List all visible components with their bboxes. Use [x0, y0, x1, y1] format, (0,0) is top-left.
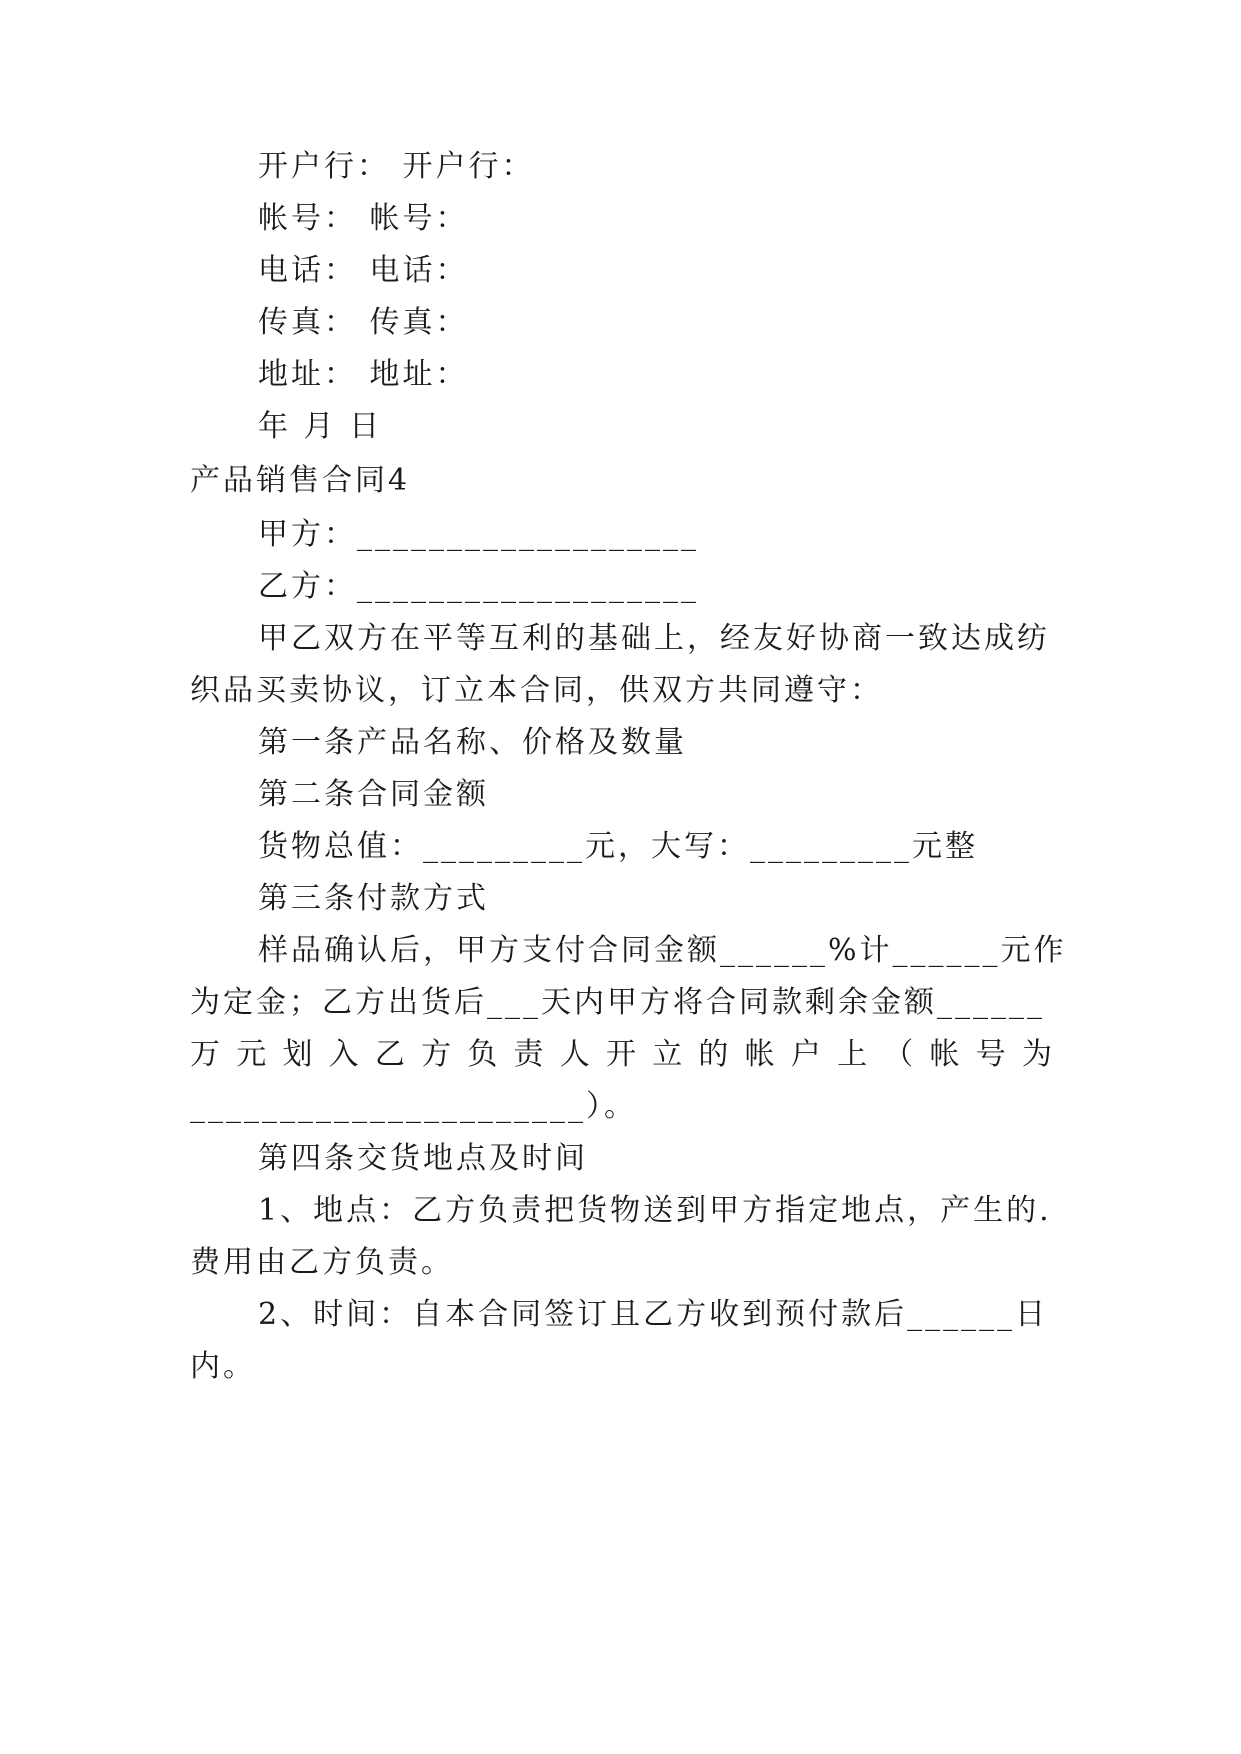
article-3-heading: 第三条付款方式 — [258, 881, 489, 916]
article-1-heading: 第一条产品名称、价格及数量 — [258, 725, 687, 760]
intro-paragraph-line-1: 甲乙双方在平等互利的基础上，经友好协商一致达成纺 — [258, 621, 1050, 656]
total-value-line: 货物总值：_________元，大写：_________元整 — [258, 829, 978, 864]
party-a-line: 甲方：___________________ — [258, 517, 699, 552]
payment-line-1: 样品确认后，甲方支付合同金额______%计______元作 — [258, 933, 1067, 968]
payment-char: 乙 — [374, 1037, 405, 1072]
delivery-place-line-2: 费用由乙方负责。 — [190, 1245, 454, 1280]
payment-char: 人 — [559, 1037, 590, 1072]
payment-char: 万 — [190, 1037, 220, 1072]
party-b-line: 乙方：___________________ — [258, 569, 699, 604]
payment-char: 责 — [513, 1037, 544, 1072]
payment-char: 入 — [328, 1037, 359, 1072]
payment-char: 立 — [652, 1037, 683, 1072]
contract-title: 产品销售合同4 — [190, 463, 411, 498]
payment-char: 上 — [837, 1037, 868, 1072]
intro-paragraph-line-2: 织品买卖协议，订立本合同，供双方共同遵守： — [190, 673, 883, 708]
payment-char: 划 — [282, 1037, 313, 1072]
payment-line-4: ______________________）。 — [190, 1089, 637, 1124]
article-2-heading: 第二条合同金额 — [258, 777, 489, 812]
payment-char: 元 — [236, 1037, 267, 1072]
payment-line-3 — [190, 1035, 1052, 1075]
payment-char: 方 — [421, 1037, 452, 1072]
fax-line: 传真： 传真： — [258, 305, 469, 340]
account-line: 帐号： 帐号： — [258, 201, 469, 236]
payment-char: 的 — [698, 1037, 729, 1072]
payment-char: （ — [883, 1037, 914, 1072]
phone-line: 电话： 电话： — [258, 253, 469, 288]
address-line: 地址： 地址： — [258, 357, 469, 392]
payment-line-2: 为定金；乙方出货后___天内甲方将合同款剩余金额______ — [190, 985, 1045, 1020]
date-line: 年 月 日 — [258, 409, 383, 444]
payment-char: 号 — [975, 1037, 1006, 1072]
delivery-time-line-2: 内。 — [190, 1349, 256, 1384]
payment-char: 开 — [605, 1037, 636, 1072]
payment-char: 负 — [467, 1037, 498, 1072]
bank-line: 开户行： 开户行： — [258, 149, 535, 184]
payment-char: 为 — [1021, 1037, 1052, 1072]
delivery-time-line-1: 2、时间：自本合同签订且乙方收到预付款后______日 — [258, 1297, 1049, 1332]
delivery-place-line-1: 1、地点：乙方负责把货物送到甲方指定地点，产生的. — [258, 1193, 1052, 1228]
payment-char: 帐 — [744, 1037, 775, 1072]
article-4-heading: 第四条交货地点及时间 — [258, 1141, 588, 1176]
payment-char: 户 — [790, 1037, 821, 1072]
payment-char: 帐 — [929, 1037, 960, 1072]
